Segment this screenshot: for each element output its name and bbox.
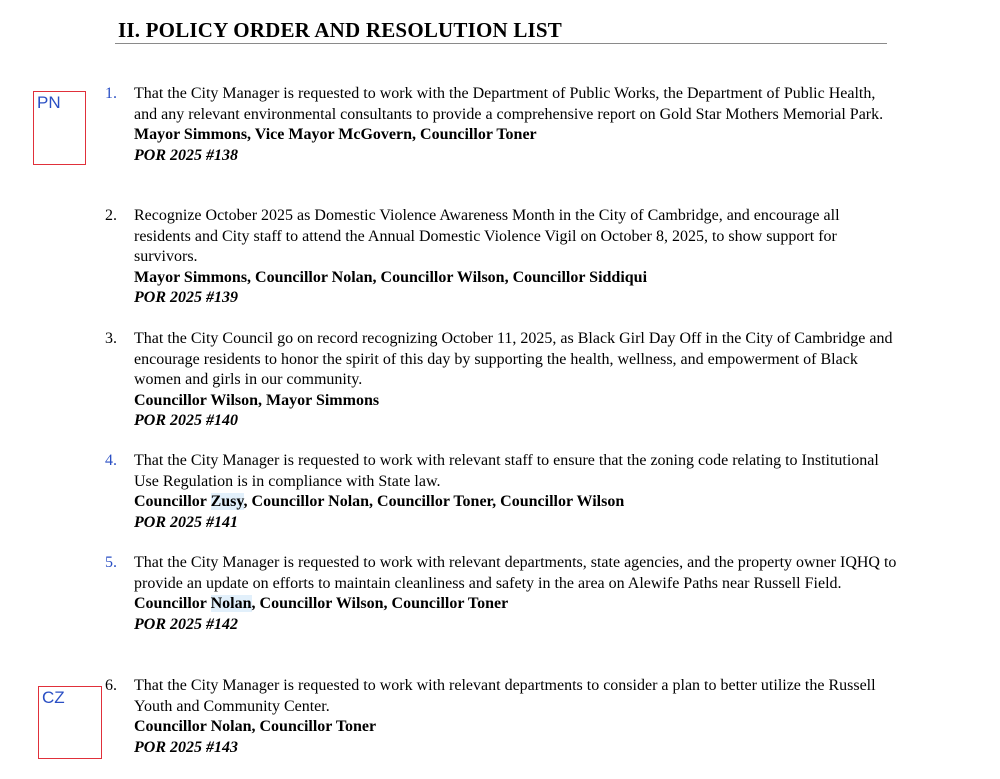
item-number: 5. — [105, 554, 117, 571]
item-por: POR 2025 #142 — [134, 615, 238, 633]
item-number: 4. — [105, 452, 117, 469]
annotation-label-cz: CZ — [42, 688, 65, 707]
highlighted-sponsor: Nolan — [210, 595, 252, 613]
policy-item-2 — [100, 206, 900, 309]
item-sponsors: Mayor Simmons, Councillor Nolan, Councillor Wilson, Councillor Siddiqui — [134, 268, 648, 286]
item-text: Recognize October 2025 as Domestic Violence Awareness Month in the City of Cambridge, and encourage all residents and City staff to attend the Annual Domestic Violence Vigil on October 8, 2025, to show support for survivors. — [134, 207, 840, 266]
title-underline — [115, 43, 887, 44]
item-number: 2. — [105, 207, 117, 224]
policy-item-1 — [100, 84, 900, 166]
sponsor-prefix: Councillor — [134, 493, 211, 511]
item-text: That the City Manager is requested to work with relevant departments to consider a plan to better utilize the Russell Youth and Community Center. — [134, 677, 876, 715]
policy-item-5 — [100, 553, 900, 635]
policy-item-6 — [100, 676, 900, 758]
highlighted-sponsor: Zusy — [210, 493, 244, 511]
item-por: POR 2025 #141 — [134, 513, 238, 531]
item-por: POR 2025 #139 — [134, 289, 238, 307]
item-por: POR 2025 #140 — [134, 412, 238, 430]
item-sponsors — [134, 492, 900, 513]
section-title: II. POLICY ORDER AND RESOLUTION LIST — [118, 18, 563, 42]
item-number: 6. — [105, 677, 117, 694]
item-number: 3. — [105, 330, 117, 347]
item-sponsors: Councillor Nolan, Councillor Toner — [134, 718, 377, 736]
sponsor-rest: , Councillor Nolan, Councillor Toner, Councillor Wilson — [243, 493, 625, 511]
item-text: That the City Council go on record recognizing October 11, 2025, as Black Girl Day Off in the City of Cambridge and encourage residents to honor the spirit of this day by supporting the health, wellness, and empowerment of Black women and girls in our community. — [134, 330, 893, 389]
item-sponsors — [134, 594, 900, 615]
item-por: POR 2025 #138 — [134, 146, 238, 164]
annotation-label-pn: PN — [37, 93, 61, 112]
item-sponsors: Mayor Simmons, Vice Mayor McGovern, Councillor Toner — [134, 126, 537, 144]
item-text: That the City Manager is requested to work with the Department of Public Works, the Department of Public Health, and any relevant environmental consultants to provide a comprehensive report on Gold Star Mothers Memorial Park. — [134, 85, 884, 123]
item-number: 1. — [105, 85, 117, 102]
policy-item-4 — [100, 451, 900, 533]
item-text: That the City Manager is requested to work with relevant staff to ensure that the zoning code relating to Institutional Use Regulation is in compliance with State law. — [134, 452, 879, 490]
policy-item-3 — [100, 329, 900, 432]
item-sponsors: Councillor Wilson, Mayor Simmons — [134, 391, 380, 409]
sponsor-rest: , Councillor Wilson, Councillor Toner — [251, 595, 509, 613]
annotation-box-cz[interactable] — [38, 686, 102, 759]
item-text: That the City Manager is requested to work with relevant departments, state agencies, and the property owner IQHQ to provide an update on efforts to maintain cleanliness and safety in the area on Alewife Paths near Russell Field. — [134, 554, 897, 592]
item-por: POR 2025 #143 — [134, 738, 238, 756]
sponsor-prefix: Councillor — [134, 595, 211, 613]
annotation-box-pn[interactable] — [33, 91, 86, 165]
